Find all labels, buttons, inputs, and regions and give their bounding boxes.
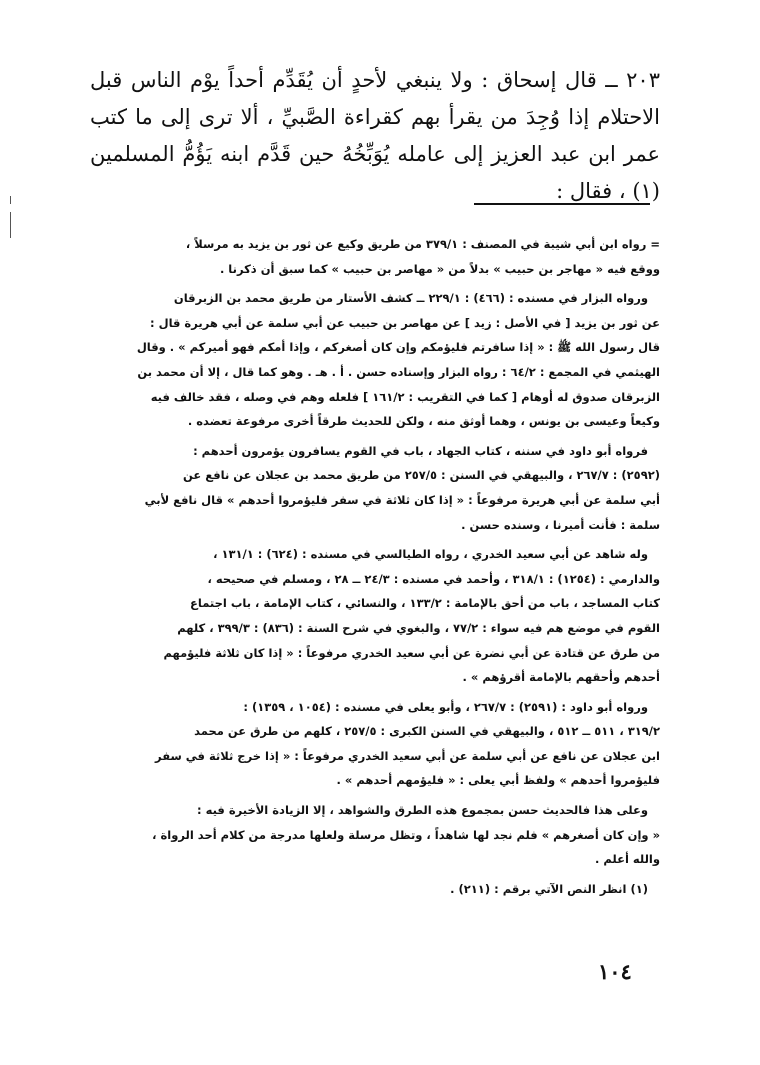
footnote-block <box>90 695 660 793</box>
footnote-line: كتاب المساجد ، باب من أحق بالإمامة : ١٣٣/٢ ، والنسائي ، كتاب الإمامة ، باب اجتماع <box>190 596 660 611</box>
main-text <box>90 62 660 210</box>
footnote-line: القوم في موضع هم فيه سواء : ٧٧/٢ ، والبغوي في شرح السنة : (٨٣٦) : ٣٩٩/٣ ، كلهم <box>177 620 660 635</box>
footnote-line: قال رسول الله ﷺ : « إذا سافرتم فليؤمكم وإن كان أصغركم ، وإذا أمكم فهو أميركم » . وقال <box>136 340 660 355</box>
margin-mark <box>10 212 11 238</box>
footnote-block <box>90 439 660 537</box>
margin-mark <box>10 196 11 204</box>
footnote-reference: (١) انظر النص الآتي برقم : (٢١١) . <box>450 881 648 896</box>
footnote-line: سلمة : فأنت أميرنا ، وسنده حسن . <box>461 517 660 532</box>
footnote-line: فرواه أبو داود في سننه ، كتاب الجهاد ، باب في القوم يسافرون يؤمرون أحدهم : <box>193 443 648 458</box>
footnote-line: عن ثور بن يزيد [ في الأصل : زيد ] عن مهاصر بن حبيب عن أبي سلمة عن أبي هريرة قال : <box>150 315 660 330</box>
footnote-line: ورواه البزار في مسنده : (٤٦٦) : ٢٢٩/١ ــ كشف الأستار من طريق محمد بن الزبرقان <box>173 291 648 306</box>
footnote-block <box>90 542 660 690</box>
footnote-line: (٢٥٩٢) : ٢٦٧/٧ ، والبيهقي في السنن : ٢٥٧/٥ من طريق محمد بن عجلان عن نافع عن <box>183 468 660 483</box>
footnote-block <box>90 232 660 281</box>
footnote-line: والله أعلم . <box>595 852 660 867</box>
footnote-line: فليؤمروا أحدهم » ولفظ أبي يعلى : « فليؤمهم أحدهم » . <box>336 773 660 788</box>
footnote-line: الزبرقان صدوق له أوهام [ كما في التقريب : ١٦١/٢ ] فلعله وهم في وصله ، فقد خالف فيه <box>150 389 660 404</box>
footnote-line: ابن عجلان عن نافع عن أبي سلمة عن أبي سعيد الخدري مرفوعاً : « إذا خرج ثلاثة في سفر <box>155 748 660 763</box>
footnote-line: ووقع فيه « مهاجر بن حبيب » بدلاً من « مهاصر بن حبيب » كما سبق أن ذكرنا . <box>219 261 660 276</box>
footnote-separator <box>474 203 650 205</box>
footnote-line: ٣١٩/٢ ، ٥١١ ــ ٥١٢ ، والبيهقي في السنن الكبرى : ٢٥٧/٥ ، كلهم من طرق عن محمد <box>194 724 660 739</box>
footnote-line: أبي سلمة عن أبي هريرة مرفوعاً : « إذا كان ثلاثة في سفر فليؤمروا أحدهم » قال نافع لأبي <box>144 492 660 507</box>
page-number: ١٠٤ <box>598 959 632 984</box>
footnote-line: والدارمي : (١٢٥٤) : ٣١٨/١ ، وأحمد في مسنده : ٢٤/٣ ــ ٢٨ ، ومسلم في صحيحه ، <box>207 571 660 586</box>
footnote-block <box>90 798 660 872</box>
footnote-line: من طرق عن قتادة عن أبي نضرة عن أبي سعيد الخدري مرفوعاً : « إذا كان ثلاثة فليؤمهم <box>163 645 660 660</box>
footnote-line: = رواه ابن أبي شيبة في المصنف : ٣٧٩/١ من طريق وكيع عن ثور بن يزيد به مرسلاً ، <box>185 237 660 251</box>
footnote-line: وله شاهد عن أبي سعيد الخدري ، رواه الطيالسي في مسنده : (٦٢٤) : ١٣١/١ ، <box>213 547 648 562</box>
footnote-block <box>90 286 660 434</box>
footnotes <box>90 232 660 901</box>
footnote-line: وعلى هذا فالحديث حسن بمجموع هذه الطرق والشواهد ، إلا الزيادة الأخيرة فيه : <box>197 803 648 818</box>
footnote-line: وكيعاً وعيسى بن يونس ، وهما أوثق منه ، ولكن للحديث طرقاً أخرى مرفوعة تعضده . <box>187 414 660 429</box>
footnote-line: الهيثمي في المجمع : ٦٤/٢ : رواه البزار وإسناده حسن . أ . هـ . وهو كما قال ، إلا أن محمد بن <box>137 364 660 379</box>
footnote-line: ورواه أبو داود : (٢٥٩١) : ٢٦٧/٧ ، وأبو يعلى في مسنده : (١٠٥٤ ، ١٣٥٩) : <box>243 699 648 714</box>
main-paragraph: ٢٠٣ ــ قال إسحاق : ولا ينبغي لأحدٍ أن يُقَدِّم أحداً يوْم الناس قبل الاحتلام إذا وُجِدَ من يقرأ بهم كقراءة الصَّبيِّ ، ألا ترى إلى ما كتب عمر ابن عبد العزيز إلى عامله يُوَبِّخُهُ حين قَدَّم ابنه يَؤُمُّ المسلمين (١) ، فقال : <box>90 68 660 203</box>
footnote-line: « وإن كان أصغرهم » فلم نجد لها شاهداً ، وتظل مرسلة ولعلها مدرجة من كلام أحد الرواة ، <box>152 827 660 842</box>
footnote-line: أحدهم وأحقهم بالإمامة أقرؤهم » . <box>462 670 660 685</box>
